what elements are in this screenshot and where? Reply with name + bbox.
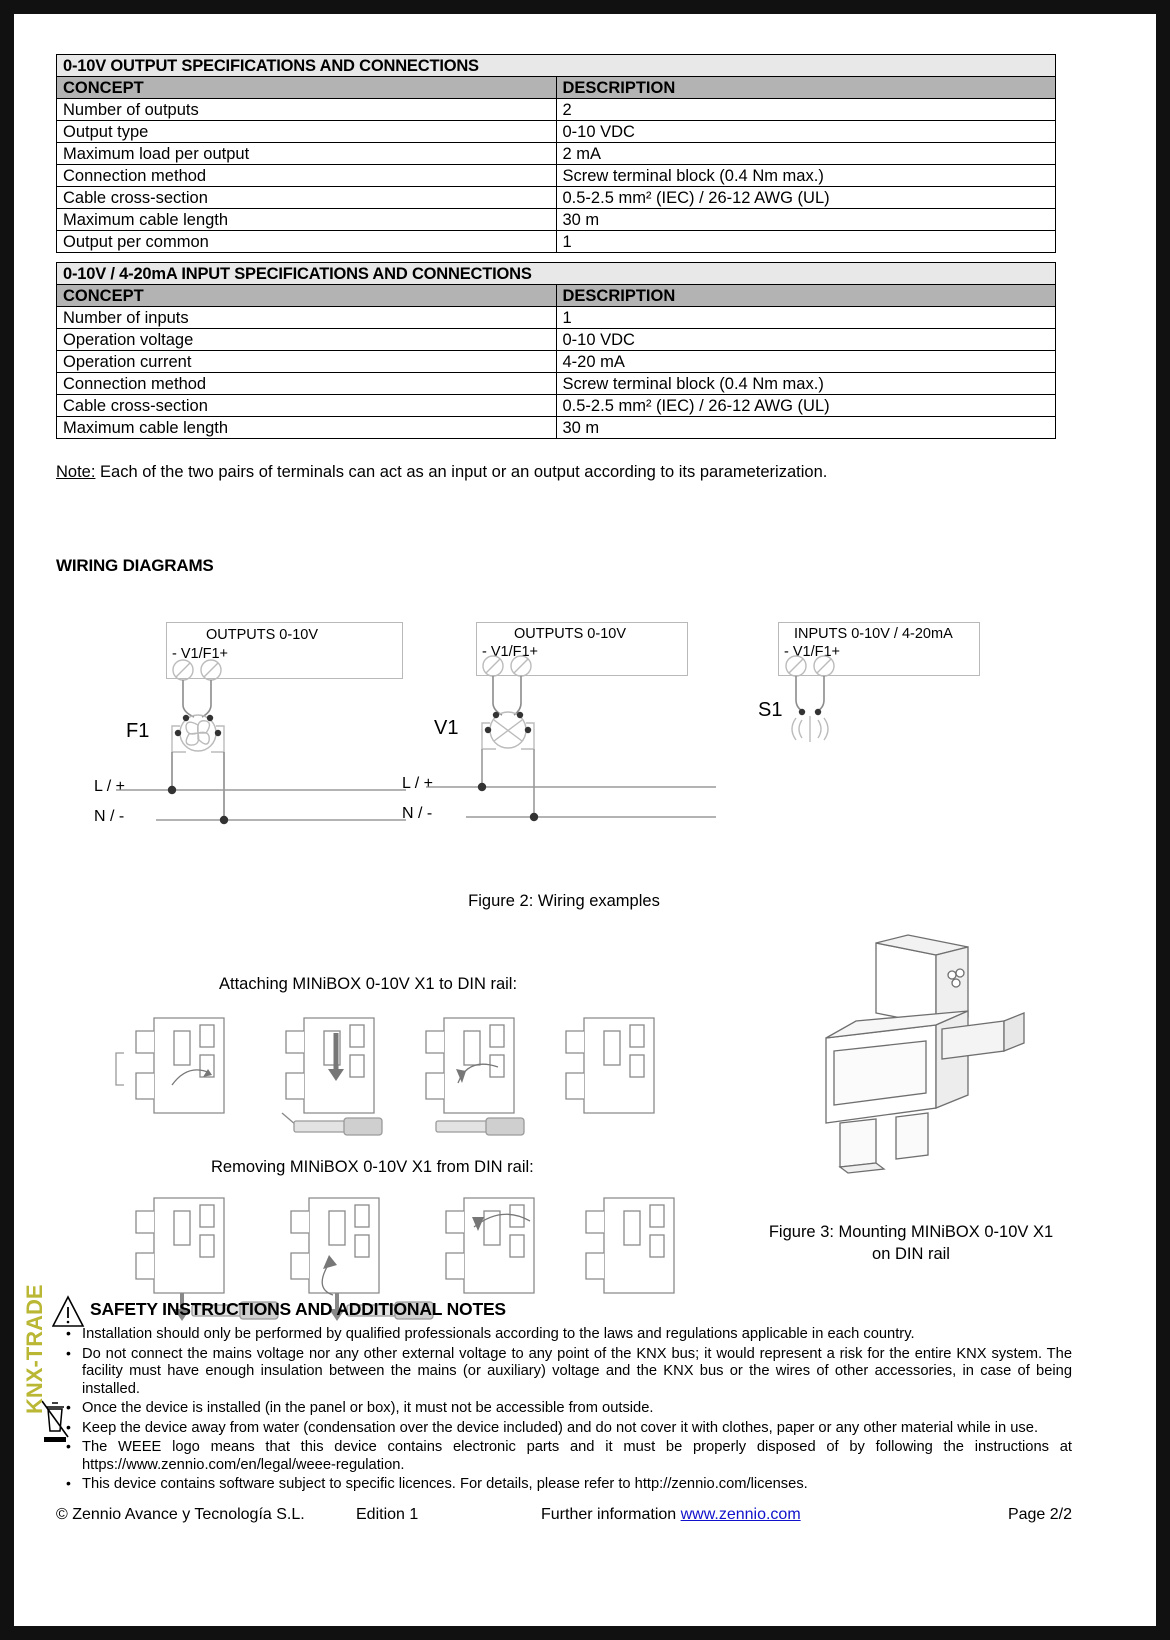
line-label-n: N / - <box>402 805 433 822</box>
note-label: Note: <box>56 463 96 481</box>
output-spec-table <box>56 54 1056 253</box>
wiring-diagram-sensor <box>756 600 1056 800</box>
wiring-diagrams-heading: WIRING DIAGRAMS <box>56 556 214 575</box>
table-row <box>57 417 1056 439</box>
safety-note-item: • Once the device is installed (in the panel or box), it must not be accessible from outside. <box>56 1400 1072 1418</box>
footer-further-info <box>541 1506 942 1524</box>
document-page <box>14 14 1156 1626</box>
din-mounted-3d-illustration <box>756 933 1076 1233</box>
warning-triangle-icon <box>52 1295 86 1329</box>
table-row <box>57 121 1056 143</box>
table-section-row <box>57 55 1056 77</box>
cell-concept: Number of outputs <box>57 99 557 121</box>
safety-note-item: • The WEEE logo means that this device contains electronic parts and it must be properly disposed of by following the instructions at https://www.zennio.com/en/legal/weee-regulation. <box>56 1439 1072 1474</box>
valve-wiring-svg <box>426 600 746 870</box>
safety-note-item: • Installation should only be performed by qualified professionals according to the laws and regulations applicable in each country. <box>56 1326 1072 1344</box>
device-label-v1: V1 <box>434 717 459 739</box>
footer-further-info-label: Further information <box>541 1506 681 1523</box>
cell-concept: Connection method <box>57 165 557 187</box>
line-label-l: L / + <box>94 778 125 795</box>
device-step-4 <box>566 1018 654 1113</box>
cell-concept: Cable cross-section <box>57 187 557 209</box>
watermark-knx-trade: KNX-TRADE <box>22 1284 47 1414</box>
cell-description: 2 mA <box>556 143 1056 165</box>
figure-3-caption-line2: on DIN rail <box>872 1245 950 1263</box>
line-label-n: N / - <box>94 808 125 825</box>
table-row <box>57 351 1056 373</box>
cell-concept: Output type <box>57 121 557 143</box>
terminal-sub-label: - V1/F1+ <box>172 646 229 662</box>
cell-concept: Operation current <box>57 351 557 373</box>
din-remove-label: Removing MINiBOX 0-10V X1 from DIN rail: <box>211 1158 534 1176</box>
footer-zennio-link[interactable]: www.zennio.com <box>680 1506 801 1523</box>
header-concept: CONCEPT <box>57 77 557 99</box>
cell-concept: Connection method <box>57 373 557 395</box>
din-rail-area <box>56 953 1072 1303</box>
device-step-2 <box>282 1018 382 1135</box>
table-spacer <box>56 253 1072 262</box>
section-title-input: 0-10V / 4-20mA INPUT SPECIFICATIONS AND CONNECTIONS <box>57 263 1056 285</box>
wiring-diagram-valve <box>402 600 746 870</box>
din-attach-illustrations <box>106 1008 716 1158</box>
cell-concept: Maximum cable length <box>57 417 557 439</box>
wiring-diagram-fan <box>94 600 436 870</box>
terminal-title: INPUTS 0-10V / 4-20mA <box>794 626 953 642</box>
footer-edition: Edition 1 <box>356 1506 419 1523</box>
table-row <box>57 231 1056 253</box>
device-step-3 <box>426 1018 524 1135</box>
wiring-diagrams-area <box>56 600 1072 890</box>
cell-concept: Cable cross-section <box>57 395 557 417</box>
device-remove-step-4 <box>586 1198 674 1293</box>
section-title-output: 0-10V OUTPUT SPECIFICATIONS AND CONNECTIONS <box>57 55 1056 77</box>
safety-note-item: • Do not connect the mains voltage nor any other external voltage to any point of the KNX bus; it would represent a risk for the entire KNX system. The facility must have enough insulation between the mains (or auxiliary) voltage and the KNX bus or the wires of other accessories, in case of being installed. <box>56 1346 1072 1399</box>
terminals-note <box>56 463 1072 482</box>
terminal-title: OUTPUTS 0-10V <box>206 627 318 643</box>
figure-3-caption <box>746 1221 1076 1265</box>
table-header-row <box>57 285 1056 307</box>
table-row <box>57 165 1056 187</box>
cell-description: 0-10 VDC <box>556 121 1056 143</box>
cell-description: 2 <box>556 99 1056 121</box>
cell-description: 1 <box>556 231 1056 253</box>
cell-description: 0.5-2.5 mm² (IEC) / 26-12 AWG (UL) <box>556 395 1056 417</box>
table-row <box>57 307 1056 329</box>
din-attach-label: Attaching MINiBOX 0-10V X1 to DIN rail: <box>219 975 518 993</box>
safety-notes-list <box>56 1326 1072 1494</box>
device-label-f1: F1 <box>126 720 150 742</box>
page-footer <box>56 1506 1072 1524</box>
figure-2-caption: Figure 2: Wiring examples <box>468 892 660 910</box>
terminal-sub-label: - V1/F1+ <box>482 644 539 660</box>
device-remove-step-3 <box>446 1198 534 1293</box>
terminal-title: OUTPUTS 0-10V <box>514 626 626 642</box>
cell-concept: Number of inputs <box>57 307 557 329</box>
table-row <box>57 395 1056 417</box>
header-description: DESCRIPTION <box>556 77 1056 99</box>
cell-description: 1 <box>556 307 1056 329</box>
device-step-1 <box>116 1018 224 1113</box>
terminal-sub-label: - V1/F1+ <box>784 644 841 660</box>
sensor-wiring-svg <box>756 600 1056 800</box>
table-section-row <box>57 263 1056 285</box>
cell-description: 4-20 mA <box>556 351 1056 373</box>
safety-note-item: • Keep the device away from water (condensation over the device included) and do not cover it with clothes, paper or any other material while in use. <box>56 1420 1072 1438</box>
cell-concept: Maximum cable length <box>57 209 557 231</box>
safety-note-item: • This device contains software subject to specific licences. For details, please refer to http://zennio.com/licenses. <box>56 1476 1072 1494</box>
cell-description: Screw terminal block (0.4 Nm max.) <box>556 165 1056 187</box>
cell-description: 30 m <box>556 417 1056 439</box>
footer-page-number: Page 2/2 <box>1007 1506 1072 1523</box>
safety-section <box>56 1299 1072 1496</box>
safety-heading: SAFETY INSTRUCTIONS AND ADDITIONAL NOTES <box>90 1299 506 1319</box>
cell-description: Screw terminal block (0.4 Nm max.) <box>556 373 1056 395</box>
header-description: DESCRIPTION <box>556 285 1056 307</box>
note-text: Each of the two pairs of terminals can act as an input or an output according to its parameterization. <box>95 463 828 481</box>
fan-wiring-svg <box>116 600 436 870</box>
page-content <box>56 54 1072 1303</box>
table-row <box>57 329 1056 351</box>
device-label-s1: S1 <box>758 699 783 721</box>
table-row <box>57 187 1056 209</box>
cell-description: 30 m <box>556 209 1056 231</box>
table-row <box>57 99 1056 121</box>
table-row <box>57 209 1056 231</box>
sensor-icon <box>792 716 828 742</box>
cell-concept: Output per common <box>57 231 557 253</box>
cell-concept: Maximum load per output <box>57 143 557 165</box>
cell-description: 0.5-2.5 mm² (IEC) / 26-12 AWG (UL) <box>556 187 1056 209</box>
header-concept: CONCEPT <box>57 285 557 307</box>
table-header-row <box>57 77 1056 99</box>
input-spec-table <box>56 262 1056 439</box>
table-row <box>57 373 1056 395</box>
cell-concept: Operation voltage <box>57 329 557 351</box>
footer-copyright: © Zennio Avance y Tecnología S.L. <box>56 1506 305 1523</box>
line-label-l: L / + <box>402 775 433 792</box>
cell-description: 0-10 VDC <box>556 329 1056 351</box>
figure-3-caption-line1: Figure 3: Mounting MINiBOX 0-10V X1 <box>768 1223 1054 1241</box>
table-row <box>57 143 1056 165</box>
